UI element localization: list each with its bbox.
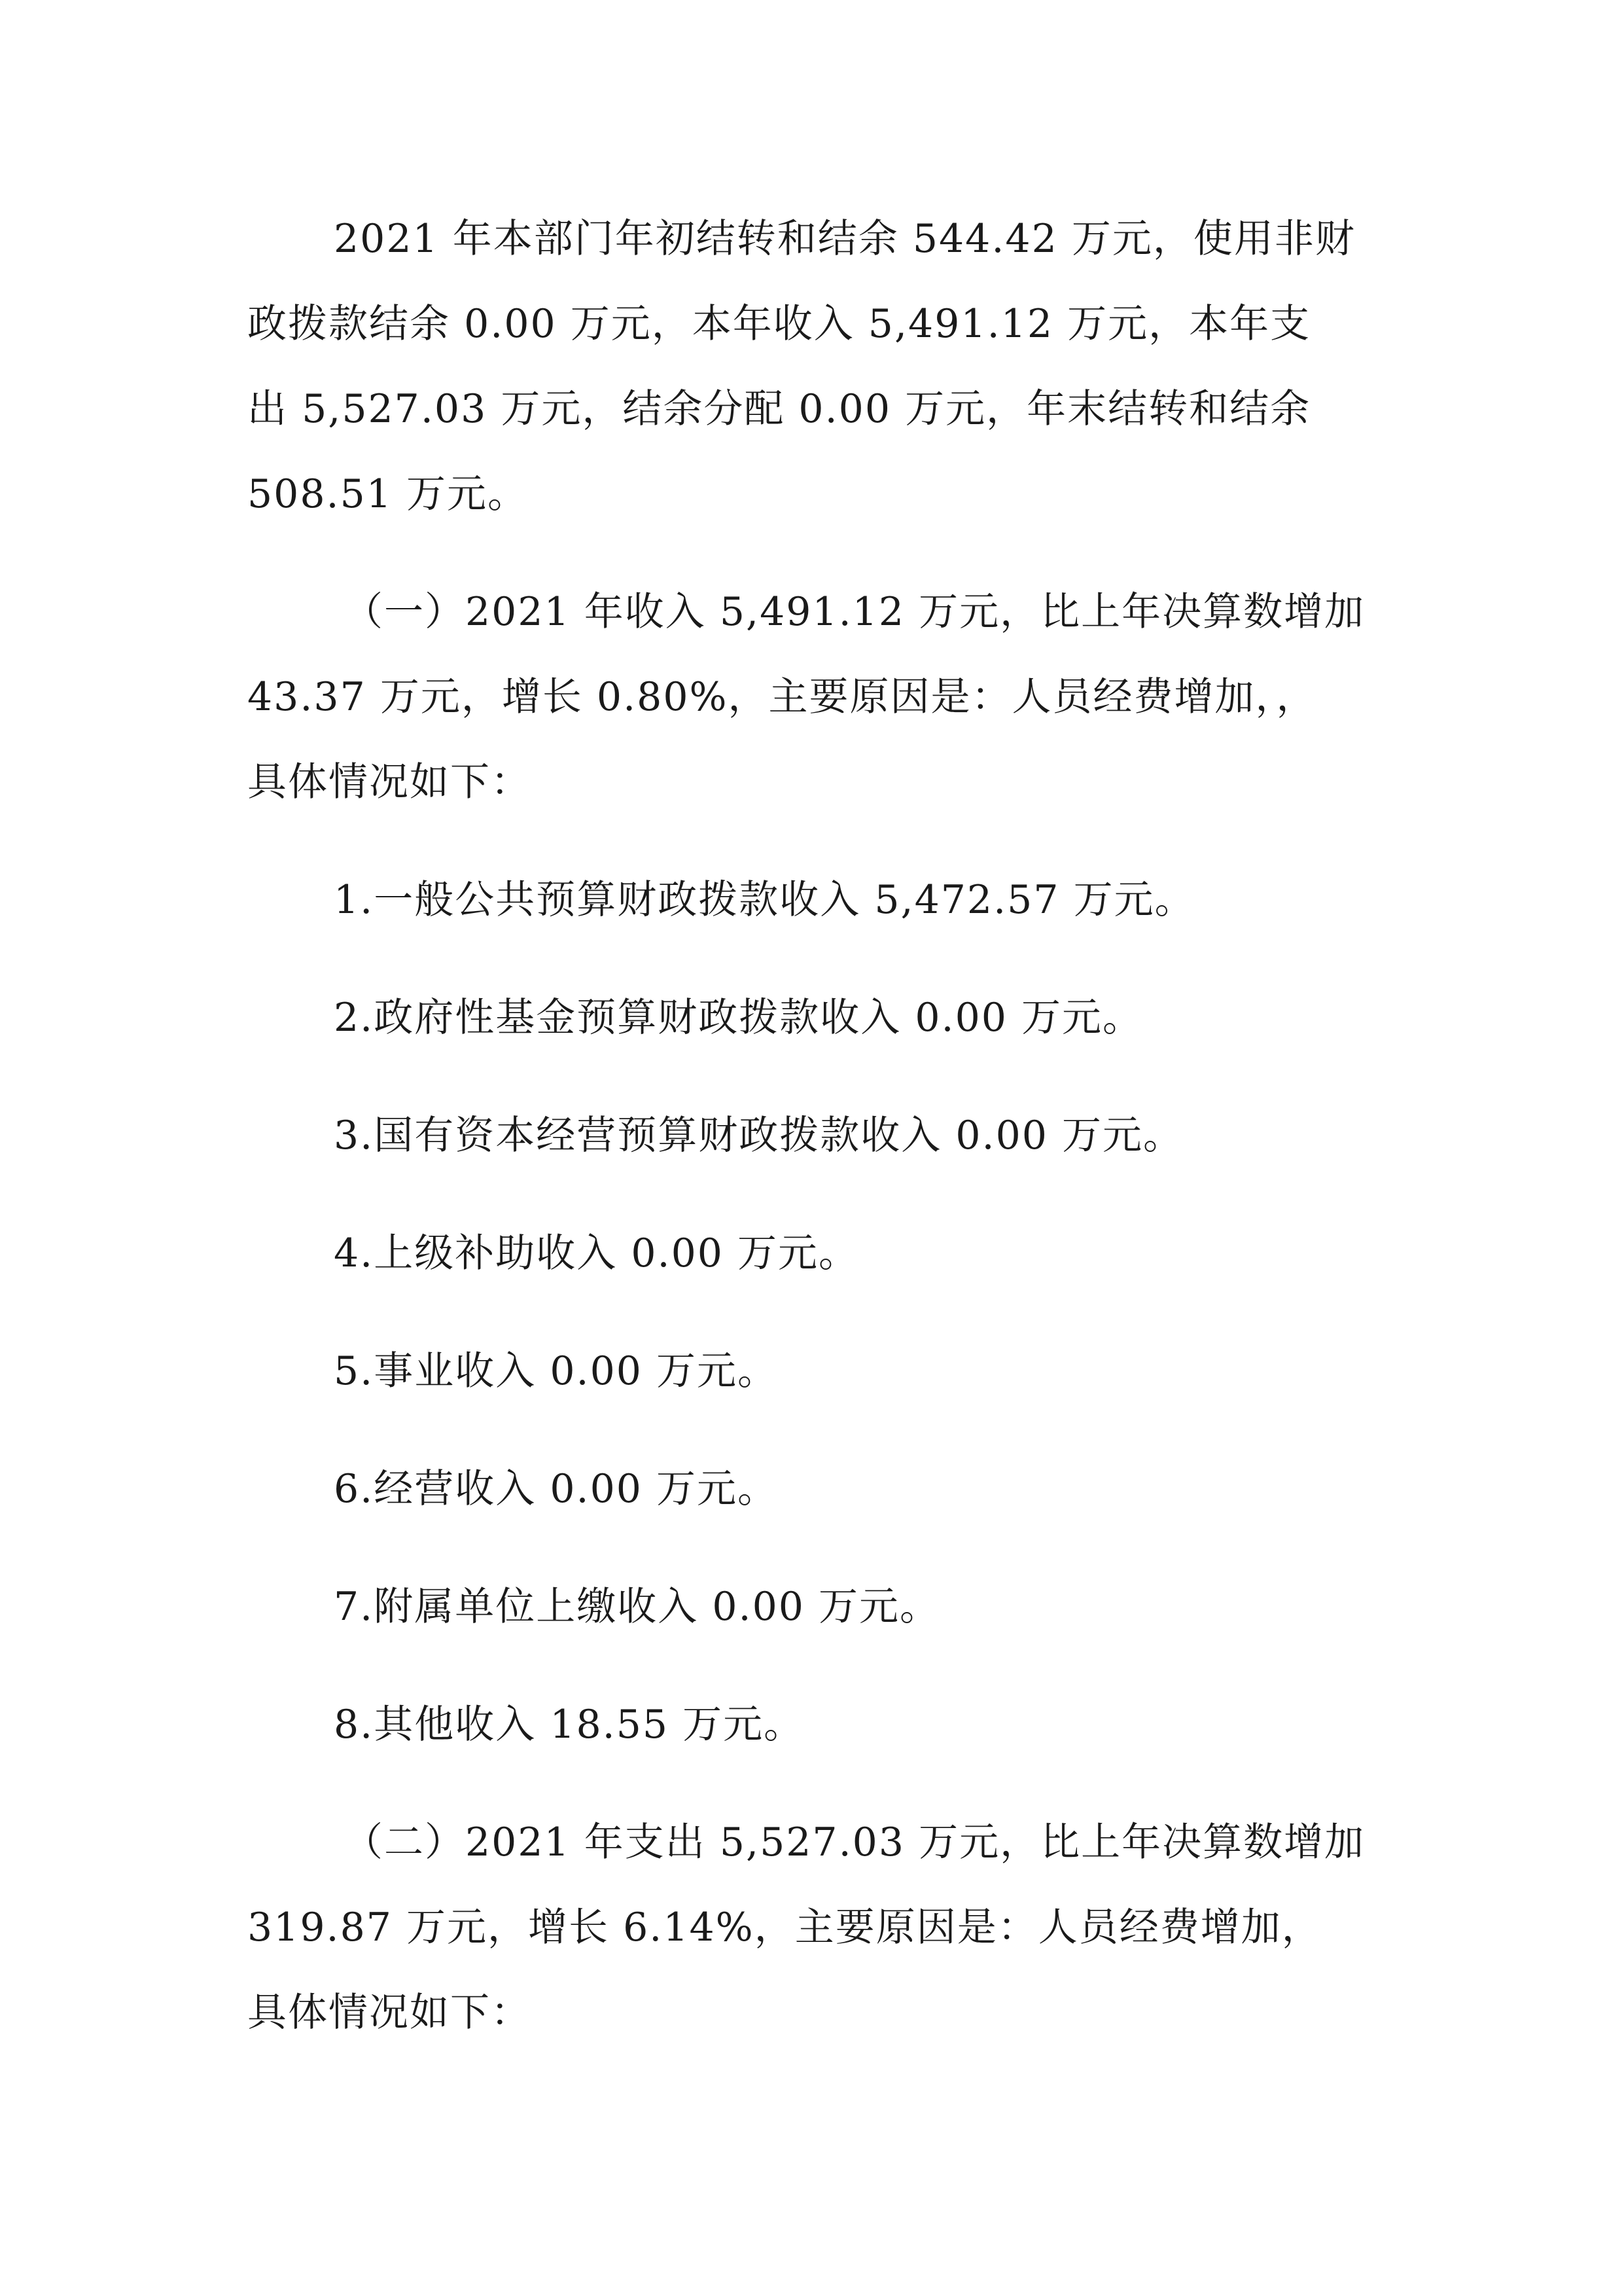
list-item: 1.一般公共预算财政拨款收入 5,472.57 万元。 [334, 877, 1195, 923]
list-item: 7.附属单位上缴收入 0.00 万元。 [334, 1584, 940, 1630]
summary-line: 508.51 万元。 [247, 471, 529, 517]
expense-heading-line: 319.87 万元，增长 6.14%，主要原因是：人员经费增加， [247, 1905, 1322, 1950]
summary-line: 政拨款结余 0.00 万元，本年收入 5,491.12 万元，本年支 [247, 301, 1311, 347]
list-item: 5.事业收入 0.00 万元。 [334, 1348, 778, 1394]
income-heading-line: 具体情况如下： [247, 759, 531, 805]
summary-line: 2021 年本部门年初结转和结余 544.42 万元，使用非财 [334, 216, 1356, 262]
list-item: 4.上级补助收入 0.00 万元。 [334, 1230, 859, 1276]
list-item: 2.政府性基金预算财政拨款收入 0.00 万元。 [334, 995, 1143, 1041]
expense-heading-line: （二）2021 年支出 5,527.03 万元，比上年决算数增加 [344, 1820, 1366, 1865]
income-heading-line: （一）2021 年收入 5,491.12 万元，比上年决算数增加 [344, 589, 1366, 635]
expense-heading-line: 具体情况如下： [247, 1990, 531, 2036]
list-item: 3.国有资本经营预算财政拨款收入 0.00 万元。 [334, 1113, 1184, 1158]
list-item: 8.其他收入 18.55 万元。 [334, 1702, 805, 1748]
summary-line: 出 5,527.03 万元，结余分配 0.00 万元，年末结转和结余 [247, 386, 1311, 432]
income-heading-line: 43.37 万元，增长 0.80%，主要原因是：人员经费增加，， [247, 674, 1317, 720]
list-item: 6.经营收入 0.00 万元。 [334, 1466, 778, 1512]
